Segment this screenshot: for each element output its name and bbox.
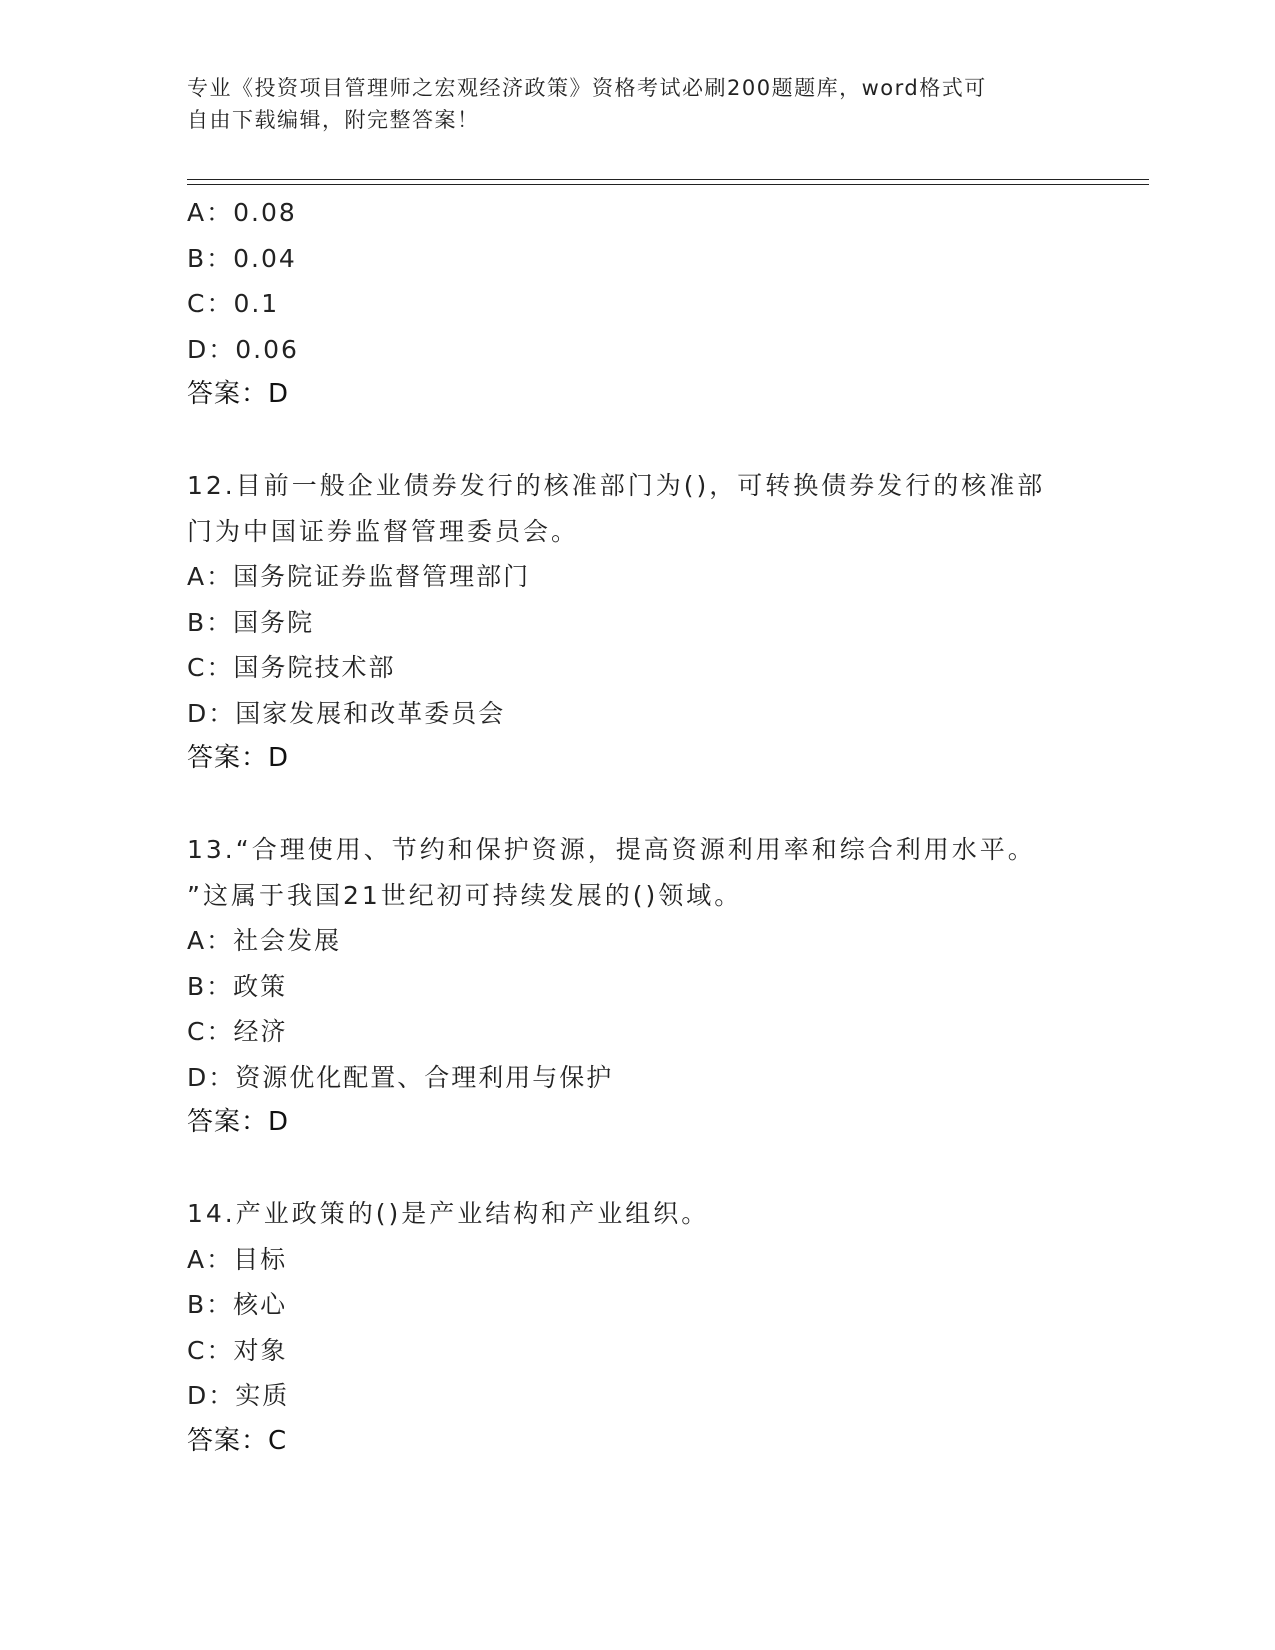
- header-divider-top: [187, 179, 1149, 180]
- question-13: [187, 827, 1087, 1146]
- answer: 答案：D: [187, 743, 290, 773]
- answer: 答案：D: [187, 379, 290, 409]
- question-14: [187, 1191, 1087, 1464]
- option-c: C：0.1: [187, 289, 280, 318]
- option-b: B：核心: [187, 1290, 288, 1319]
- option-d: D：实质: [187, 1381, 290, 1410]
- option-c: C：经济: [187, 1017, 288, 1046]
- option-c: C：对象: [187, 1335, 288, 1365]
- option-d: D：资源优化配置、合理利用与保护: [187, 1062, 614, 1092]
- answer: 答案：C: [187, 1425, 288, 1456]
- question-stem: 14.产业政策的()是产业结构和产业组织。: [187, 1199, 710, 1228]
- option-a: A：目标: [187, 1244, 288, 1274]
- question-stem: 12.目前一般企业债券发行的核准部门为()，可转换债券发行的核准部: [187, 471, 1046, 500]
- spacer: [187, 418, 1087, 464]
- question-stem-continued: 门为中国证券监督管理委员会。: [187, 516, 580, 546]
- spacer: [187, 782, 1087, 828]
- document-header: [187, 72, 1067, 136]
- option-a: A：国务院证券监督管理部门: [187, 562, 531, 591]
- option-b: B：国务院: [187, 607, 315, 637]
- header-line-1: 专业《投资项目管理师之宏观经济政策》资格考试必刷200题题库，word格式可: [187, 76, 987, 100]
- option-d: D：0.06: [187, 334, 299, 364]
- option-b: B：0.04: [187, 243, 297, 273]
- answer: 答案：D: [187, 1107, 290, 1137]
- question-stem-continued: ”这属于我国21世纪初可持续发展的()领域。: [187, 880, 743, 910]
- option-c: C：国务院技术部: [187, 653, 396, 682]
- question-12: [187, 463, 1087, 782]
- header-divider-bottom: [187, 184, 1149, 185]
- question-stem: 13.“合理使用、节约和保护资源，提高资源利用率和综合利用水平。: [187, 835, 1036, 864]
- spacer: [187, 1146, 1087, 1192]
- question-list: [187, 190, 1087, 1464]
- question-11: [187, 190, 1087, 418]
- option-d: D：国家发展和改革委员会: [187, 698, 506, 728]
- header-line-2: 自由下载编辑，附完整答案！: [187, 108, 480, 132]
- option-a: A：社会发展: [187, 926, 342, 955]
- option-b: B：政策: [187, 971, 288, 1001]
- option-a: A：0.08: [187, 198, 297, 227]
